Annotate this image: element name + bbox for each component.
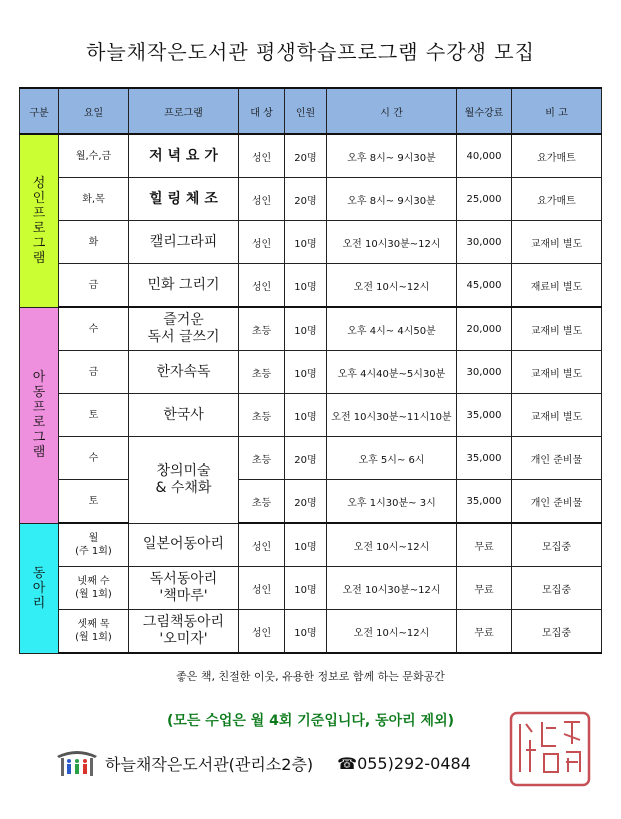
time-cell: 오후 5시~ 6시 [327, 437, 457, 480]
table-row [20, 264, 602, 308]
library-seal-stamp [508, 710, 592, 788]
header-count: 인원 [285, 88, 327, 134]
time-cell: 오전 10시~12시 [327, 523, 457, 567]
count-cell: 20명 [285, 134, 327, 178]
category-cell: 동 아 리 [20, 523, 59, 653]
fee-cell: 20,000 [457, 307, 512, 351]
table-row [20, 567, 602, 610]
program-cell: 일본어동아리 [129, 523, 239, 567]
time-cell: 오전 10시30분~12시 [327, 567, 457, 610]
day-cell: 셋째 목 (월 1회) [59, 610, 129, 654]
day-cell: 월 (주 1회) [59, 523, 129, 567]
note-cell: 교재비 별도 [512, 351, 602, 394]
page-title: 하늘채작은도서관 평생학습프로그램 수강생 모집 [86, 40, 535, 64]
time-cell: 오후 4시~ 4시50분 [327, 307, 457, 351]
header-target: 대 상 [239, 88, 285, 134]
note-cell: 요가매트 [512, 134, 602, 178]
count-cell: 10명 [285, 610, 327, 654]
library-name: 하늘채작은도서관(관리소2층) [105, 754, 314, 774]
library-phone: ☎055)292-0484 [337, 753, 471, 773]
table-row [20, 523, 602, 567]
program-cell: 그림책동아리 '오미자' [129, 610, 239, 654]
program-cell: 한자속독 [129, 351, 239, 394]
header-fee: 월수강료 [457, 88, 512, 134]
library-logo-icon [55, 748, 99, 778]
target-cell: 성인 [239, 221, 285, 264]
program-cell: 즐거운 독서 글쓰기 [129, 307, 239, 351]
note-cell: 모집중 [512, 567, 602, 610]
header-category: 구분 [20, 88, 59, 134]
fee-cell: 무료 [457, 610, 512, 654]
category-cell: 성 인 프 로 그 램 [20, 134, 59, 307]
header-note: 비 고 [512, 88, 602, 134]
program-cell: 힐 링 체 조 [129, 178, 239, 221]
table-row [20, 307, 602, 351]
fee-cell: 30,000 [457, 351, 512, 394]
note-cell: 요가매트 [512, 178, 602, 221]
count-cell: 10명 [285, 264, 327, 308]
schedule-table [19, 87, 602, 654]
time-cell: 오전 10시~12시 [327, 610, 457, 654]
day-cell: 화 [59, 221, 129, 264]
time-cell: 오후 8시~ 9시30분 [327, 178, 457, 221]
fee-cell: 45,000 [457, 264, 512, 308]
target-cell: 성인 [239, 567, 285, 610]
count-cell: 10명 [285, 307, 327, 351]
time-cell: 오후 4시40분~5시30분 [327, 351, 457, 394]
note-cell: 재료비 별도 [512, 264, 602, 308]
program-cell: 한국사 [129, 394, 239, 437]
table-row [20, 480, 602, 524]
table-row [20, 610, 602, 654]
table-row [20, 394, 602, 437]
note-cell: 모집중 [512, 610, 602, 654]
time-cell: 오전 10시30분~12시 [327, 221, 457, 264]
day-cell: 금 [59, 351, 129, 394]
target-cell: 성인 [239, 134, 285, 178]
target-cell: 초등 [239, 437, 285, 480]
program-cell: 창의미술 & 수채화 [129, 437, 239, 524]
target-cell: 성인 [239, 610, 285, 654]
time-cell: 오전 10시~12시 [327, 264, 457, 308]
time-cell: 오후 1시30분~ 3시 [327, 480, 457, 524]
table-row [20, 221, 602, 264]
table-row [20, 134, 602, 178]
library-info [55, 748, 471, 778]
count-cell: 20명 [285, 480, 327, 524]
category-cell: 아 동 프 로 그 램 [20, 307, 59, 523]
count-cell: 20명 [285, 178, 327, 221]
day-cell: 넷째 수 (월 1회) [59, 567, 129, 610]
note-cell: 개인 준비물 [512, 437, 602, 480]
day-cell: 월,수,금 [59, 134, 129, 178]
time-cell: 오후 8시~ 9시30분 [327, 134, 457, 178]
header-time: 시 간 [327, 88, 457, 134]
header-program: 프로그램 [129, 88, 239, 134]
count-cell: 10명 [285, 394, 327, 437]
header-day: 요일 [59, 88, 129, 134]
day-cell: 수 [59, 307, 129, 351]
note-cell: 교재비 별도 [512, 307, 602, 351]
day-cell: 수 [59, 437, 129, 480]
fee-cell: 35,000 [457, 394, 512, 437]
slogan-text: 좋은 책, 친절한 이웃, 유용한 정보로 함께 하는 문화공간 [176, 670, 445, 683]
fee-cell: 무료 [457, 523, 512, 567]
target-cell: 초등 [239, 394, 285, 437]
fee-cell: 25,000 [457, 178, 512, 221]
fee-cell: 35,000 [457, 480, 512, 524]
target-cell: 초등 [239, 351, 285, 394]
target-cell: 성인 [239, 264, 285, 308]
time-cell: 오전 10시30분~11시10분 [327, 394, 457, 437]
note-cell: 모집중 [512, 523, 602, 567]
day-cell: 화,목 [59, 178, 129, 221]
fee-cell: 30,000 [457, 221, 512, 264]
table-row [20, 437, 602, 480]
count-cell: 10명 [285, 221, 327, 264]
program-cell: 저 녁 요 가 [129, 134, 239, 178]
count-cell: 10명 [285, 523, 327, 567]
target-cell: 성인 [239, 178, 285, 221]
fee-cell: 무료 [457, 567, 512, 610]
note-cell: 교재비 별도 [512, 221, 602, 264]
program-cell: 민화 그리기 [129, 264, 239, 308]
note-cell: 교재비 별도 [512, 394, 602, 437]
fee-cell: 35,000 [457, 437, 512, 480]
day-cell: 토 [59, 480, 129, 524]
target-cell: 성인 [239, 523, 285, 567]
count-cell: 20명 [285, 437, 327, 480]
fee-cell: 40,000 [457, 134, 512, 178]
day-cell: 금 [59, 264, 129, 308]
notice-text: (모든 수업은 월 4회 기준입니다, 동아리 제외) [166, 713, 454, 729]
table-row [20, 178, 602, 221]
count-cell: 10명 [285, 351, 327, 394]
table-row [20, 351, 602, 394]
target-cell: 초등 [239, 480, 285, 524]
count-cell: 10명 [285, 567, 327, 610]
day-cell: 토 [59, 394, 129, 437]
program-cell: 캘리그라피 [129, 221, 239, 264]
note-cell: 개인 준비물 [512, 480, 602, 524]
program-cell: 독서동아리 '책마루' [129, 567, 239, 610]
target-cell: 초등 [239, 307, 285, 351]
header-row [20, 88, 602, 134]
